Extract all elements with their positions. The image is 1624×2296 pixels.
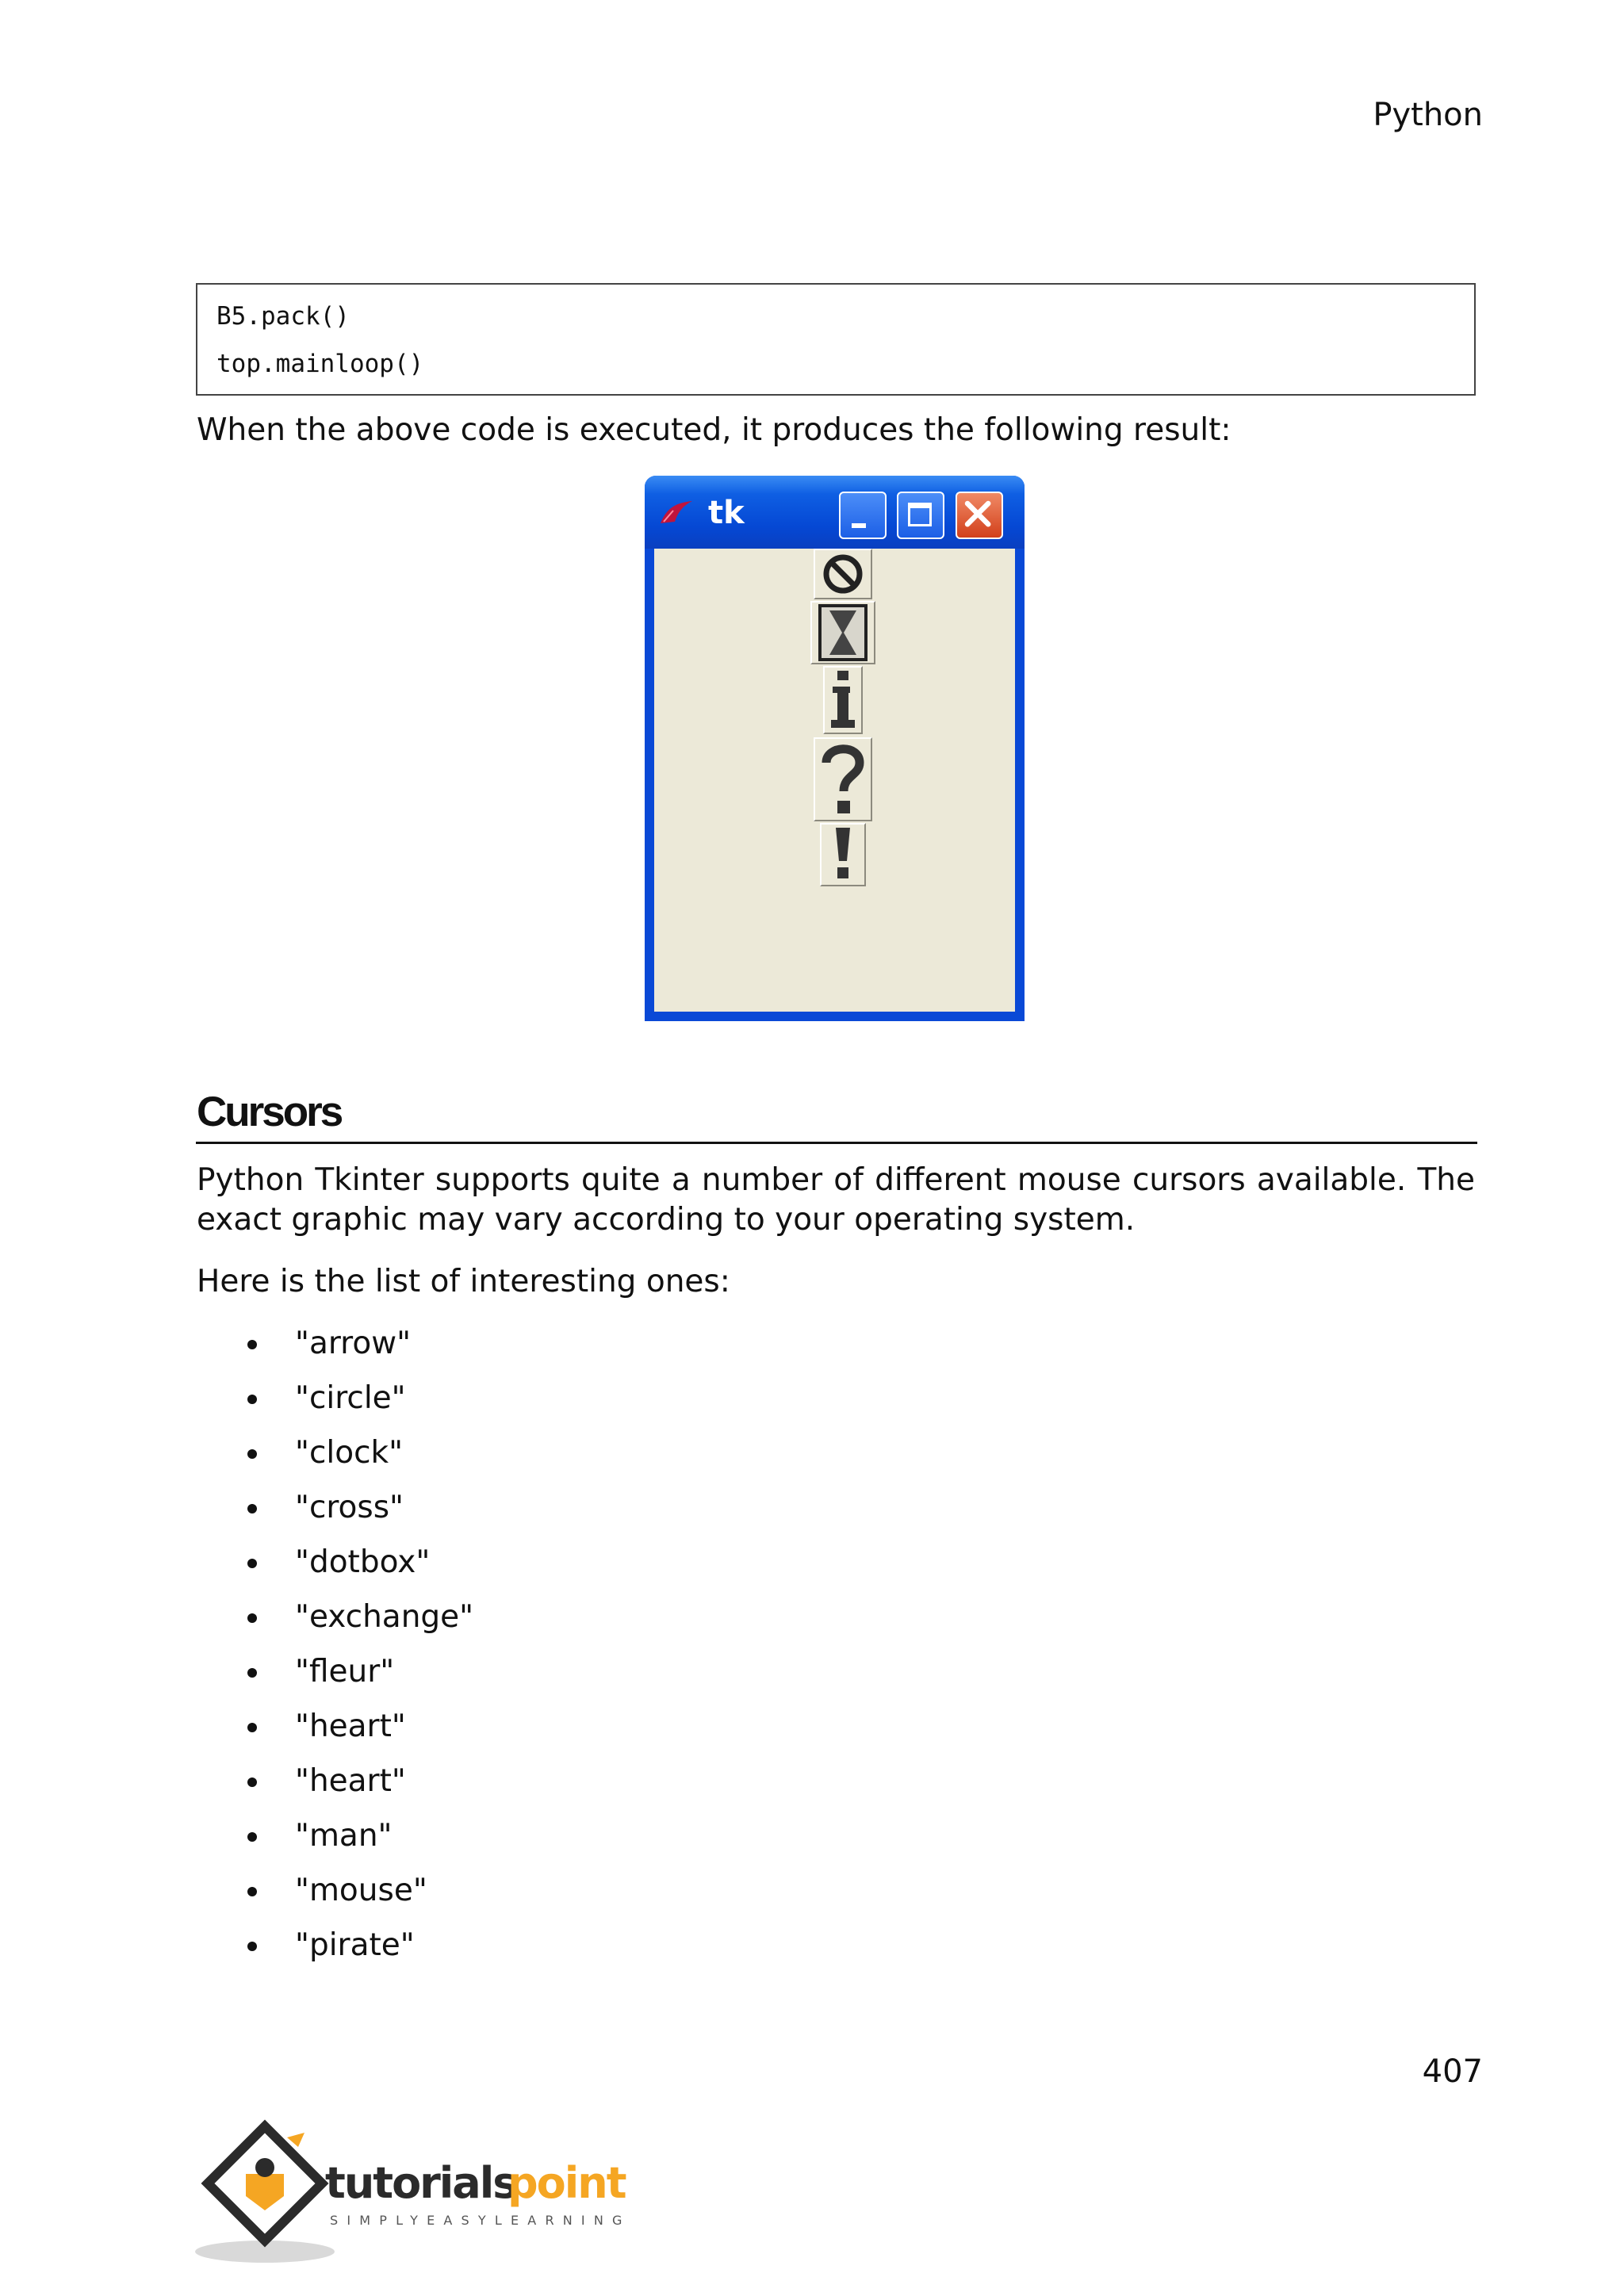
code-block [196,283,1476,396]
bullet-icon [247,1395,257,1404]
list-item-text: "fleur" [295,1654,395,1689]
list-item-text: "pirate" [295,1927,415,1963]
page-number: 407 [1422,2053,1483,2090]
logo-word-point: point [508,2158,626,2208]
list-item [238,1808,473,1863]
bullet-icon [247,1942,257,1951]
question-cursor-button[interactable] [814,737,872,821]
list-intro-paragraph: Here is the list of interesting ones: [197,1264,730,1299]
tk-window-screenshot [645,476,1025,1021]
exclamation-icon [822,825,864,885]
heading-rule [196,1142,1477,1144]
list-item [238,1918,473,1973]
bullet-icon [247,1832,257,1842]
list-item-text: "mouse" [295,1873,427,1908]
list-item [238,1863,473,1918]
logo-tagline: SIMPLYEASYLEARNING [330,2213,631,2228]
list-item [238,1316,473,1371]
bullet-icon [247,1887,257,1896]
list-item-text: "heart" [295,1709,406,1744]
list-item-text: "circle" [295,1380,406,1416]
section-heading: Cursors [197,1089,342,1135]
code-line: B5.pack() [216,302,350,331]
list-item [238,1425,473,1480]
list-item-text: "dotbox" [295,1544,431,1580]
bullet-icon [247,1777,257,1787]
hourglass-cursor-button[interactable] [810,601,875,664]
tk-titlebar [645,476,1025,549]
minimize-icon[interactable] [839,492,887,539]
cursor-list [238,1316,473,1973]
list-item-text: "heart" [295,1763,406,1799]
running-header: Python [1373,97,1483,133]
question-icon [815,739,871,820]
list-item [238,1699,473,1754]
bullet-icon [247,1449,257,1459]
list-item-text: "exchange" [295,1599,474,1635]
list-item [238,1644,473,1699]
maximize-icon[interactable] [897,492,944,539]
no-entry-icon [815,550,871,598]
bullet-icon [247,1559,257,1568]
list-item-text: "arrow" [295,1326,412,1361]
code-line: top.mainloop() [216,350,424,378]
hourglass-icon [812,603,874,663]
bullet-icon [247,1723,257,1732]
close-icon[interactable] [956,492,1003,539]
no-entry-cursor-button[interactable] [814,549,872,599]
list-item [238,1535,473,1590]
bullet-icon [247,1668,257,1678]
tk-feather-icon [659,499,694,526]
list-item-text: "man" [295,1818,393,1854]
list-item-text: "clock" [295,1435,404,1471]
bullet-icon [247,1340,257,1349]
list-item [238,1371,473,1425]
bullet-icon [247,1613,257,1623]
list-item [238,1590,473,1644]
tk-window-title: tk [708,495,745,531]
intro-paragraph: When the above code is executed, it produces the following result: [197,412,1231,448]
tk-client-area [654,549,1015,1012]
info-cursor-button[interactable] [823,666,863,734]
cursors-paragraph: Python Tkinter supports quite a number of different mouse cursors available. The exact graphic may vary according to your operating system. [197,1162,1475,1238]
logo-word-tutorials: tutorials [325,2158,517,2208]
info-icon [825,668,861,733]
bullet-icon [247,1504,257,1513]
tutorialspoint-logo [193,2109,685,2267]
list-item [238,1754,473,1808]
exclamation-cursor-button[interactable] [820,823,866,886]
list-item [238,1480,473,1535]
list-item-text: "cross" [295,1490,404,1525]
